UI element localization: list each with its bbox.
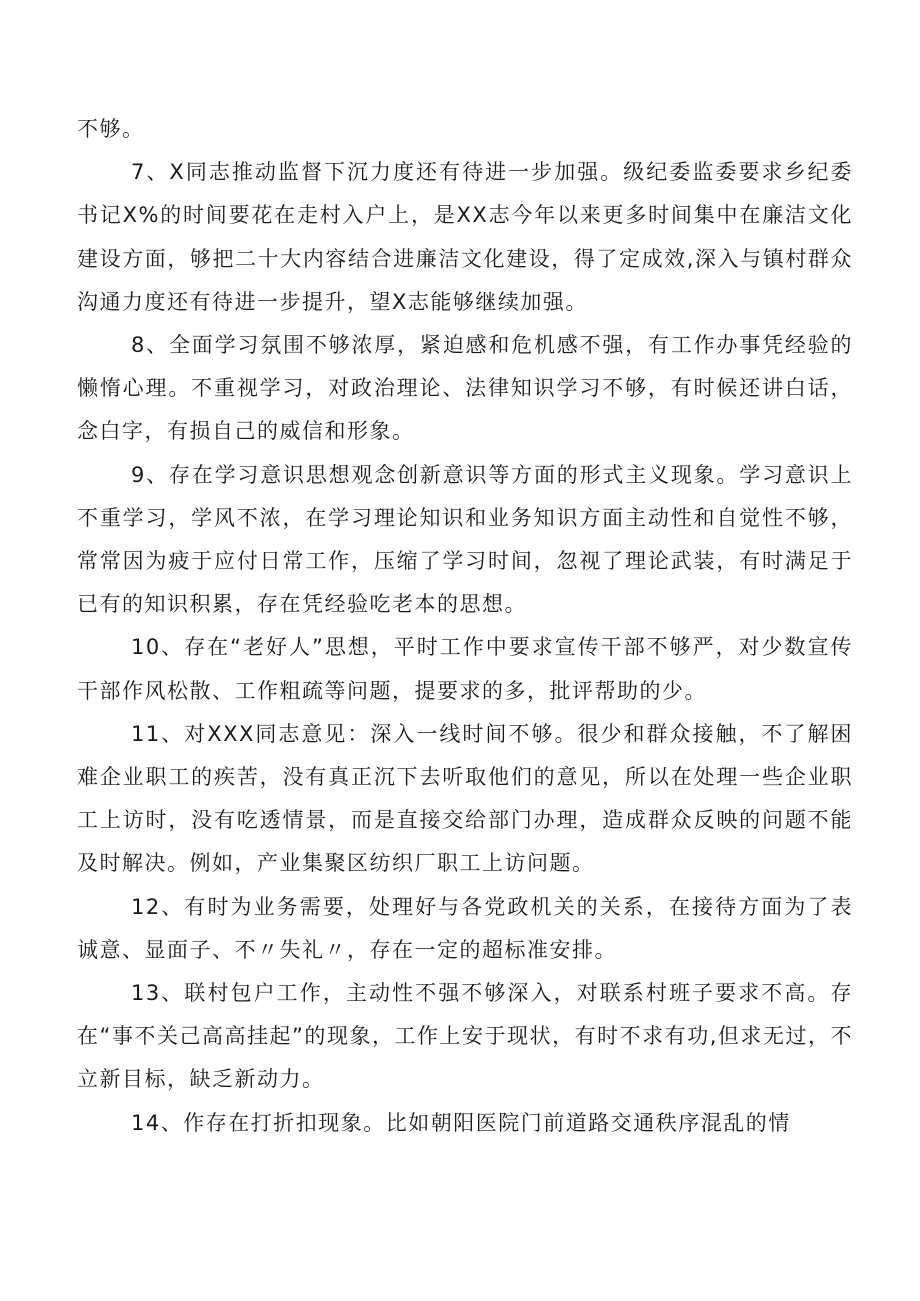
paragraph-item-14: 14、作存在打折扣现象。比如朝阳医院门前道路交通秩序混乱的情 (131, 1110, 791, 1135)
paragraph-item-12: 12、有时为业务需要，处理好与各党政机关的关系，在接待方面为了表诚意、显面子、不〃失礼〃，存在一定的超标准安排。 (77, 894, 853, 962)
paragraph-continuation: 不够。 (77, 117, 145, 141)
document-body (77, 108, 853, 1145)
paragraph-item-9: 9、存在学习意识思想观念创新意识等方面的形式主义现象。学习意识上不重学习，学风不浓，在学习理论知识和业务知识方面主动性和自觉性不够，常常因为疲于应付日常工作，压缩了学习时间，忽视了理论武装，有时满足于已有的知识积累，存在凭经验吃老本的思想。 (77, 462, 853, 617)
paragraph-item-7: 7、X同志推动监督下沉力度还有待进一步加强。级纪委监委要求乡纪委书记X%的时间要花在走村入户上，是XX志今年以来更多时间集中在廉洁文化建设方面，够把二十大内容结合进廉洁文化建设，得了定成效,深入与镇村群众沟通力度还有待进一步提升，望X志能够继续加强。 (77, 160, 853, 314)
paragraph-item-8: 8、全面学习氛围不够浓厚，紧迫感和危机感不强，有工作办事凭经验的懒惰心理。不重视学习，对政治理论、法律知识学习不够，有时候还讲白话，念白字，有损自己的威信和形象。 (77, 333, 853, 444)
paragraph-item-10: 10、存在“老好人”思想，平时工作中要求宣传干部不够严，对少数宣传干部作风松散、工作粗疏等问题，提要求的多，批评帮助的少。 (77, 635, 853, 703)
paragraph-item-11: 11、对XXX同志意见：深入一线时间不够。很少和群众接触，不了解困难企业职工的疾苦，没有真正沉下去听取他们的意见，所以在处理一些企业职工上访时，没有吃透情景，而是直接交给部门办理，造成群众反映的问题不能及时解决。例如，产业集聚区纺织厂职工上访问题。 (77, 721, 853, 876)
paragraph-item-13: 13、联村包户工作，主动性不强不够深入，对联系村班子要求不高。存在“事不关己高高挂起”的现象，工作上安于现状，有时不求有功,但求无过，不立新目标，缺乏新动力。 (77, 981, 853, 1092)
